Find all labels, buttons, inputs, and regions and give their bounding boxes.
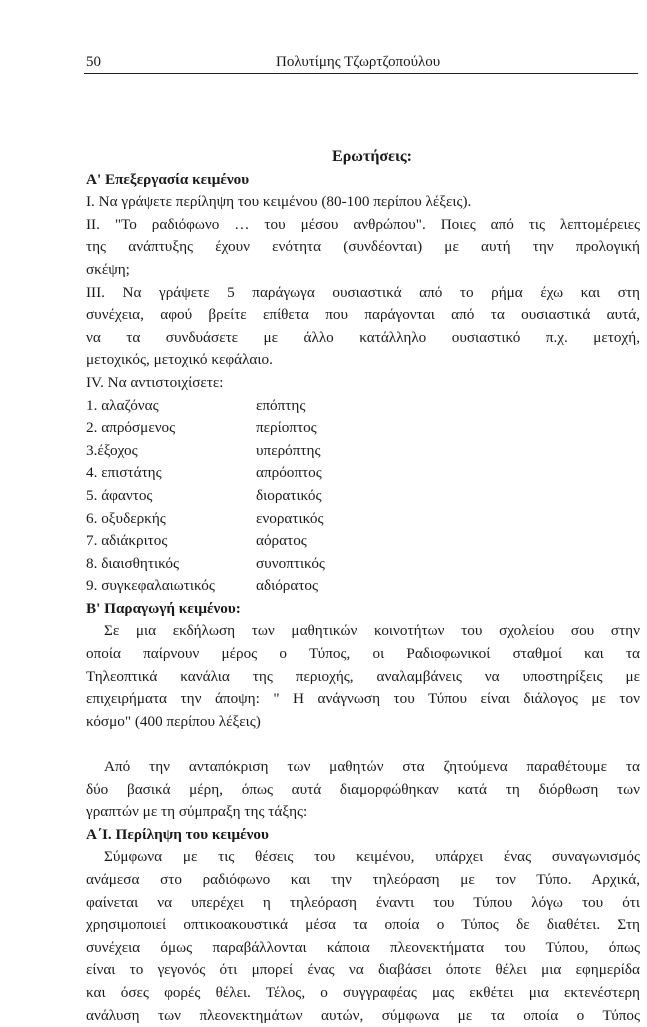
matching-row xyxy=(86,462,640,485)
matching-left: 5. άφαντος xyxy=(86,486,153,504)
question-2-line: της ανάπτυξης έχουν ενότητα (συνδέονται) με αυτή την προλογική xyxy=(86,238,640,256)
matching-left: 8. διαισθητικός xyxy=(86,554,179,572)
matching-right: απρόοπτος xyxy=(256,464,322,482)
question-3-line: να τα συνδυάσετε με άλλο κατάλληλο ουσιαστικό π.χ. μετοχή, xyxy=(86,328,640,346)
section-b-line: Τηλεοπτικά κανάλια της περιοχής, αναλαμβάνεις να υποστηρίξεις με xyxy=(86,667,640,685)
question-3-line: ΙΙΙ. Να γράψετε 5 παράγωγα ουσιαστικά από το ρήμα έχω και στη xyxy=(86,283,640,301)
question-3-line: μετοχικός, μετοχικό κεφάλαιο. xyxy=(86,351,273,369)
summary-line: ανάμεσα στο ραδιόφωνο και την τηλεόραση με τον Τύπο. Αρχικά, xyxy=(86,871,640,888)
questions-title: Ερωτήσεις: xyxy=(332,148,412,165)
matching-left: 4. επιστάτης xyxy=(86,464,162,482)
matching-right: διορατικός xyxy=(256,486,322,504)
question-2-line: ΙΙ. "Το ραδιόφωνο … του μέσου ανθρώπου". Ποιες από τις λεπτομέρειες xyxy=(86,215,640,233)
page-number: 50 xyxy=(86,54,101,70)
summary-line: ανάλυση των πλεονεκτημάτων αυτών, σύμφωνα με τα οποία ο Τύπος xyxy=(86,1006,640,1024)
summary-heading: Α΄Ι. Περίληψη του κειμένου xyxy=(86,825,269,843)
matching-right: αδιόρατος xyxy=(256,577,319,595)
matching-right: αόρατος xyxy=(256,532,307,550)
matching-row xyxy=(86,575,640,598)
section-b-line: οποία παίρνουν μέρος ο Τύπος, οι Ραδιοφωνικοί σταθμοί και τα xyxy=(86,645,640,663)
summary-line: χρησιμοποιεί οπτικοακουστικά μέσα τα οποία ο Τύπος δε διαθέτει. Στη xyxy=(86,916,640,934)
question-2-line: σκέψη; xyxy=(86,260,130,278)
matching-right: περίοπτος xyxy=(256,419,317,437)
matching-row xyxy=(86,553,640,576)
matching-left: 7. αδιάκριτος xyxy=(86,532,168,550)
section-b-line: κόσμο" (400 περίπου λέξεις) xyxy=(86,712,261,730)
matching-row xyxy=(86,417,640,440)
section-b-heading: Β' Παραγωγή κειμένου: xyxy=(86,599,241,617)
matching-left: 3.έξοχος xyxy=(86,441,138,459)
summary-line: φαίνεται να υπερέχει η τηλεόραση έναντι του Τύπου λόγω του ότι xyxy=(86,893,640,911)
matching-right: συνοπτικός xyxy=(256,554,325,572)
summary-line: είναι το γεγονός ότι μπορεί ένας να διαβάσει όποτε θέλει μια εφημερίδα xyxy=(86,961,640,979)
matching-right: ενορατικός xyxy=(256,509,324,527)
question-3-line: συνέχεια, αφού βρείτε επίθετα που παράγονται από τα ουσιαστικά αυτά, xyxy=(86,306,640,324)
matching-row xyxy=(86,485,640,508)
section-b-line: Σε μια εκδήλωση των μαθητικών κοινοτήτων του σχολείου σου στην xyxy=(104,622,640,640)
summary-line: Σύμφωνα με τις θέσεις του κειμένου, υπάρχει ένας συναγωνισμός xyxy=(104,848,640,866)
summary-line: συνέχεια όμως παραβάλλονται κάποια πλεονεκτήματα του Τύπου, όπως xyxy=(86,938,640,956)
matching-left: 1. αλαζόνας xyxy=(86,396,159,414)
matching-left: 9. συγκεφαλαιωτικός xyxy=(86,577,215,595)
question-4: ΙV. Να αντιστοιχίσετε: xyxy=(86,373,224,391)
blank-line xyxy=(86,733,640,756)
matching-right: επόπτης xyxy=(256,396,306,414)
header-rule xyxy=(84,73,638,74)
running-head-author: Πολυτίμης Τζωρτζοπούλου xyxy=(276,54,441,70)
section-a-heading: Α' Επεξεργασία κειμένου xyxy=(86,170,250,188)
intro-line: δύο βασικά μέρη, όπως αυτά διαμορφώθηκαν κατά τη διόρθωση των xyxy=(86,780,640,798)
intro-line: γραπτών με τη σύμπραξη της τάξης: xyxy=(86,803,308,821)
matching-row xyxy=(86,508,640,531)
page-body xyxy=(86,146,640,1027)
matching-row xyxy=(86,395,640,418)
intro-line: Από την ανταπόκριση των μαθητών στα ζητούμενα παραθέτουμε τα xyxy=(104,758,640,776)
summary-line: και όσες φορές θέλει. Τέλος, ο συγγραφέας μας εκθέτει μια εκτενέστερη xyxy=(86,983,640,1001)
matching-left: 6. οξυδερκής xyxy=(86,509,166,527)
matching-row xyxy=(86,440,640,463)
matching-right: υπερόπτης xyxy=(256,441,321,459)
matching-left: 2. απρόσμενος xyxy=(86,419,176,437)
section-b-line: επιχειρήματα την άποψη: " Η ανάγνωση του Τύπου είναι διάλογος με τον xyxy=(86,690,640,708)
matching-row xyxy=(86,530,640,553)
question-1: Ι. Να γράψετε περίληψη του κειμένου (80-100 περίπου λέξεις). xyxy=(86,193,472,211)
